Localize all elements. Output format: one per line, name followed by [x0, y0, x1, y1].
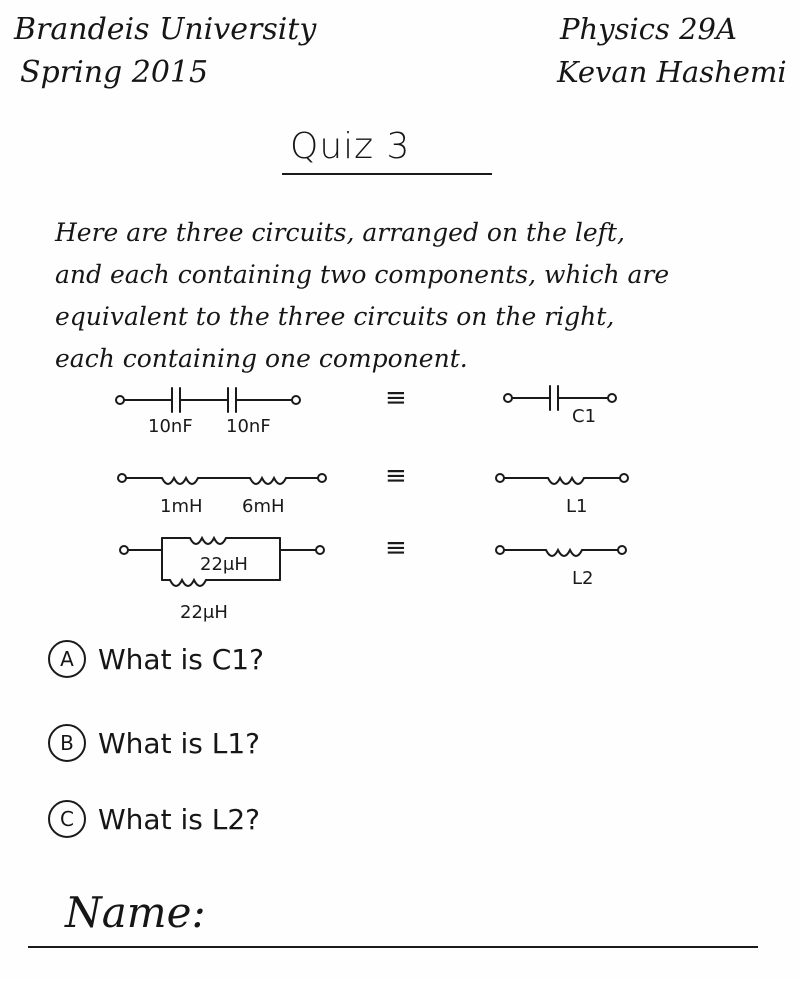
component-label: 10nF — [148, 416, 193, 437]
component-label: 22μH — [180, 602, 228, 623]
terminal-icon — [608, 394, 616, 402]
question-badge: A — [48, 640, 86, 678]
component-label: L2 — [572, 568, 594, 589]
intro-line: each containing one component. — [55, 344, 468, 373]
circuit-3-left — [120, 538, 324, 623]
title-underline — [282, 173, 492, 175]
terminal-icon — [292, 396, 300, 404]
question-b — [48, 724, 260, 762]
circuit-1-right — [504, 386, 616, 427]
question-text: What is L2? — [98, 802, 261, 836]
circuit-2-left — [118, 474, 326, 517]
component-label: C1 — [572, 406, 597, 427]
instructor-name: Kevan Hashemi — [557, 55, 787, 89]
capacitor-icon — [172, 388, 180, 412]
component-label: 10nF — [226, 416, 271, 437]
equivalence-symbol: ≡ — [385, 533, 407, 563]
terminal-icon — [620, 474, 628, 482]
inductor-icon — [548, 478, 584, 484]
university-name: Brandeis University — [14, 12, 317, 47]
question-text: What is L1? — [98, 726, 261, 760]
quiz-title: Quiz 3 — [290, 126, 411, 167]
name-field-line[interactable] — [28, 946, 758, 948]
circuit-1-left — [116, 388, 300, 437]
component-label: 22μH — [200, 554, 248, 575]
inductor-icon — [546, 550, 582, 556]
circuit-diagrams — [0, 370, 800, 630]
question-badge: C — [48, 800, 86, 838]
inductor-icon — [162, 478, 198, 484]
capacitor-icon — [228, 388, 236, 412]
capacitor-icon — [550, 386, 558, 410]
terminal-icon — [118, 474, 126, 482]
course-name: Physics 29A — [560, 12, 737, 46]
terminal-icon — [318, 474, 326, 482]
terminal-icon — [120, 546, 128, 554]
component-label: L1 — [566, 496, 588, 517]
equivalence-symbol: ≡ — [385, 461, 407, 491]
terminal-icon — [496, 546, 504, 554]
terminal-icon — [618, 546, 626, 554]
question-c — [48, 800, 260, 838]
intro-line: equivalent to the three circuits on the right, — [55, 302, 615, 331]
terminal-icon — [504, 394, 512, 402]
intro-line: and each containing two components, which are — [55, 260, 670, 289]
terminal-icon — [116, 396, 124, 404]
component-label: 6mH — [242, 496, 285, 517]
intro-paragraph — [55, 212, 795, 380]
component-label: 1mH — [160, 496, 203, 517]
inductor-icon — [170, 580, 206, 586]
circuit-3-right — [496, 546, 626, 589]
circuit-2-right — [496, 474, 628, 517]
question-a — [48, 640, 264, 678]
terminal-icon — [316, 546, 324, 554]
intro-line: Here are three circuits, arranged on the left, — [55, 218, 625, 247]
name-label: Name: — [65, 888, 206, 937]
question-text: What is C1? — [98, 642, 264, 676]
equivalence-symbol: ≡ — [385, 383, 407, 413]
terminal-icon — [496, 474, 504, 482]
inductor-icon — [250, 478, 286, 484]
question-badge: B — [48, 724, 86, 762]
inductor-icon — [190, 538, 226, 544]
term: Spring 2015 — [20, 55, 209, 90]
